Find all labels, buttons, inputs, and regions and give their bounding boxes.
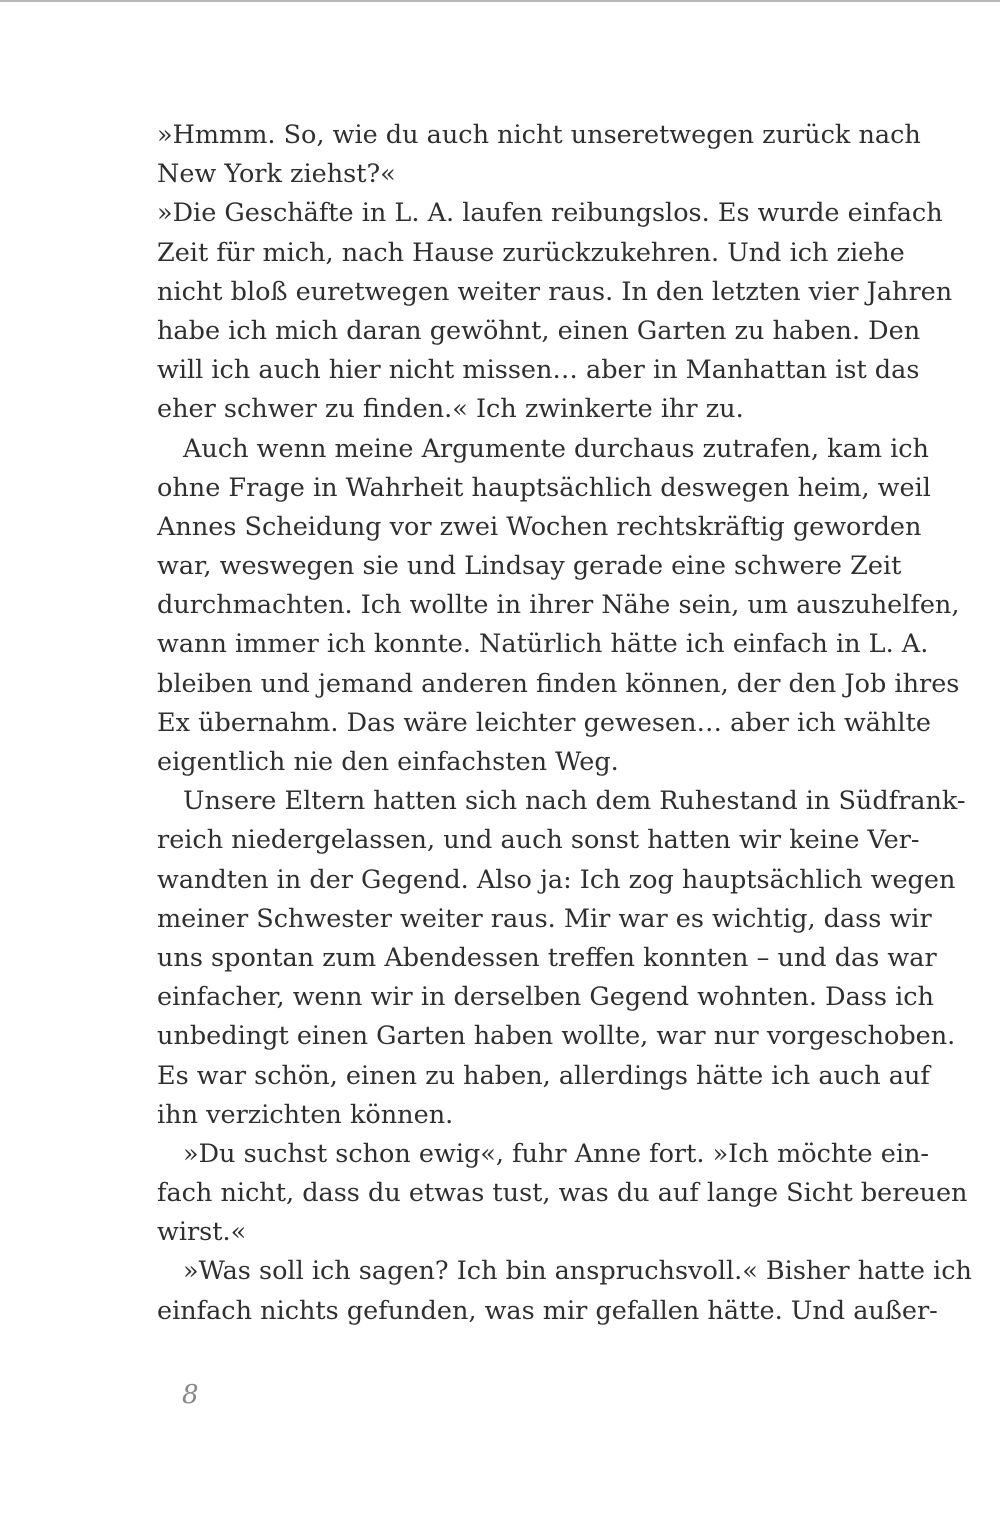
- paragraph: [157, 782, 966, 1135]
- text-line: einfach nichts gefunden, was mir gefallen hätte. Und außer-: [157, 1295, 938, 1326]
- text-line: Auch wenn meine Argumente durchaus zutrafen, kam ich: [183, 433, 929, 464]
- text-line: reich niedergelassen, und auch sonst hatten wir keine Ver-: [157, 825, 920, 856]
- paragraph: [157, 430, 960, 783]
- text-line: Ex übernahm. Das wäre leichter gewesen… aber ich wählte: [157, 707, 931, 738]
- text-line: wann immer ich konnte. Natürlich hätte ich einfach in L. A.: [157, 629, 929, 660]
- text-line: meiner Schwester weiter raus. Mir war es wichtig, dass wir: [157, 903, 932, 934]
- text-line: eigentlich nie den einfachsten Weg.: [157, 747, 619, 777]
- text-line: nicht bloß euretwegen weiter raus. In den letzten vier Jahren: [157, 276, 953, 307]
- text-line: Annes Scheidung vor zwei Wochen rechtskräftig geworden: [157, 511, 922, 542]
- text-line: einfacher, wenn wir in derselben Gegend wohnten. Dass ich: [157, 982, 934, 1013]
- text-line: war, weswegen sie und Lindsay gerade eine schwere Zeit: [157, 551, 902, 582]
- body-text: [157, 116, 972, 1331]
- text-line: ohne Frage in Wahrheit hauptsächlich deswegen heim, weil: [157, 472, 931, 503]
- text-line: habe ich mich daran gewöhnt, einen Garten zu haben. Den: [157, 315, 921, 346]
- page-number: 8: [182, 1380, 199, 1410]
- text-line: »Du suchst schon ewig«, fuhr Anne fort. »Ich möchte ein-: [183, 1138, 930, 1169]
- top-rule: [0, 0, 1000, 2]
- text-line: unbedingt einen Garten haben wollte, war nur vorgeschoben.: [157, 1021, 956, 1052]
- text-line: fach nicht, dass du etwas tust, was du auf lange Sicht bereuen: [157, 1178, 968, 1209]
- text-line: New York ziehst?«: [157, 159, 396, 190]
- text-line: Unsere Eltern hatten sich nach dem Ruhestand in Südfrank-: [183, 786, 966, 817]
- text-line: »Die Geschäfte in L. A. laufen reibungslos. Es wurde einfach: [157, 198, 943, 229]
- text-line: Zeit für mich, nach Hause zurückzukehren. Und ich ziehe: [157, 237, 905, 268]
- text-line: wirst.«: [157, 1217, 247, 1248]
- paragraph: [157, 116, 921, 194]
- text-line: eher schwer zu finden.« Ich zwinkerte ihr zu.: [157, 394, 744, 425]
- text-line: will ich auch hier nicht missen… aber in Manhattan ist das: [157, 355, 920, 386]
- paragraph: [157, 1135, 968, 1253]
- text-line: uns spontan zum Abendessen treffen konnten – und das war: [157, 942, 937, 973]
- text-line: bleiben und jemand anderen finden können, der den Job ihres: [157, 668, 960, 699]
- paragraph: [157, 194, 953, 429]
- text-line: durchmachten. Ich wollte in ihrer Nähe sein, um auszuhelfen,: [157, 590, 960, 621]
- text-line: »Hmmm. So, wie du auch nicht unseretwegen zurück nach: [157, 120, 921, 150]
- text-line: Es war schön, einen zu haben, allerdings hätte ich auch auf: [157, 1060, 930, 1091]
- text-line: ihn verzichten können.: [157, 1099, 454, 1130]
- text-line: wandten in der Gegend. Also ja: Ich zog hauptsächlich wegen: [157, 864, 956, 895]
- paragraph: [157, 1252, 972, 1330]
- text-line: »Was soll ich sagen? Ich bin anspruchsvoll.« Bisher hatte ich: [183, 1256, 972, 1287]
